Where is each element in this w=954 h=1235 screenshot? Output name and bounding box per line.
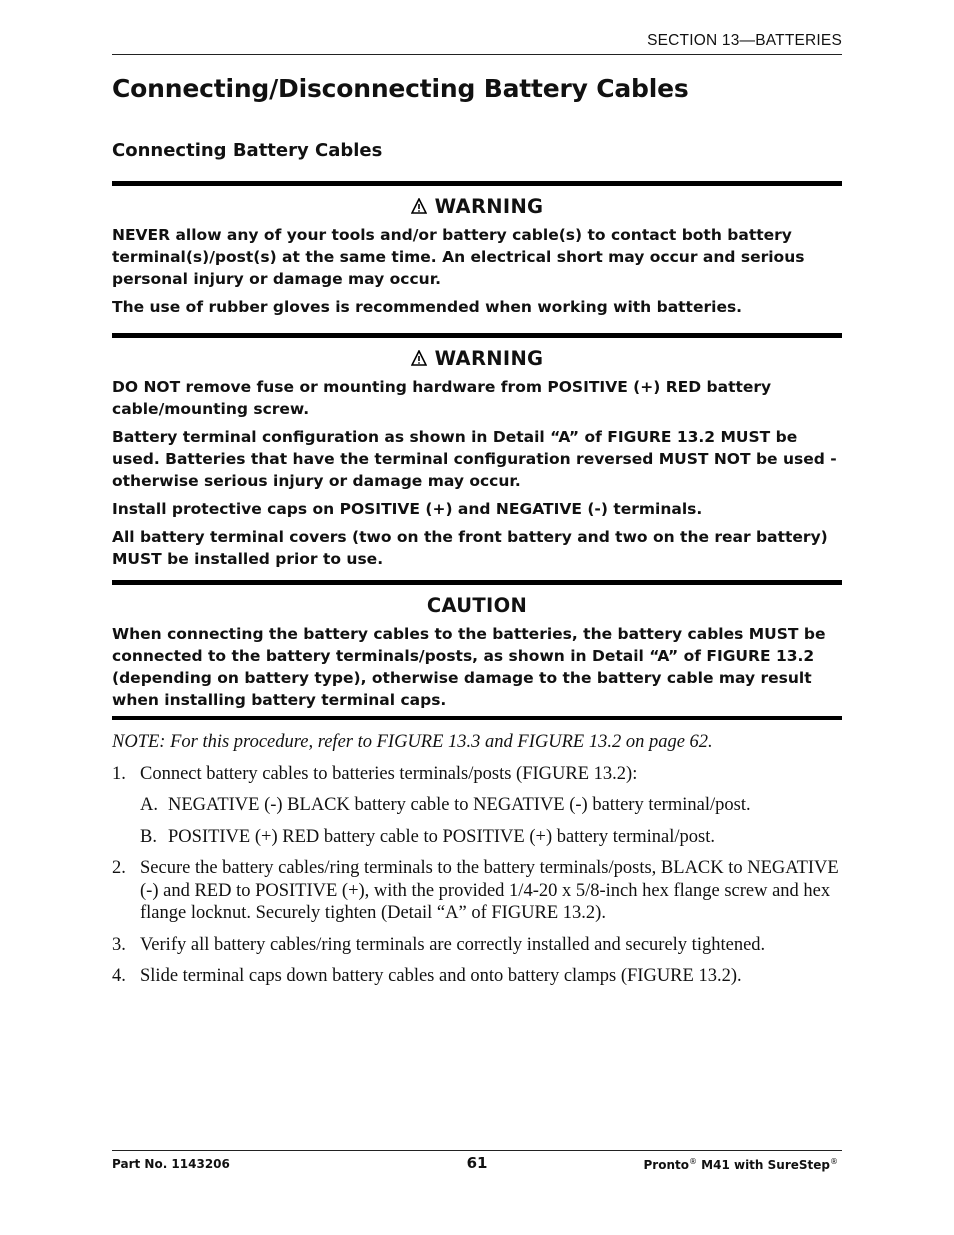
warning-triangle-icon xyxy=(411,350,427,366)
caution-text: When connecting the battery cables to the batteries, the battery cables MUST be connected to the battery terminals/posts, as shown in Detail “A” of FIGURE 13.2 (depending on battery type), otherwise damage to the battery cable may result when installing battery terminal caps. xyxy=(112,625,826,709)
procedure xyxy=(112,731,842,988)
step-3: 3. Verify all battery cables/ring terminals are correctly installed and securely tightened. xyxy=(112,934,766,955)
warning-box-1 xyxy=(112,181,842,324)
section-subtitle: Connecting Battery Cables xyxy=(112,140,383,161)
section-header: SECTION 13—BATTERIES xyxy=(647,32,842,49)
footer-divider xyxy=(112,1150,842,1151)
footer-page-number: 61 xyxy=(466,1154,488,1172)
warning-text: All battery terminal covers (two on the front battery and two on the rear battery) MUST be installed prior to use. xyxy=(112,528,828,568)
step-1b: B. POSITIVE (+) RED battery cable to POSITIVE (+) battery terminal/post. xyxy=(140,826,715,847)
warning-text: NEVER allow any of your tools and/or battery cable(s) to contact both battery terminal(s)/post(s) at the same time. An electrical short may occur and serious personal injury or damage may occur. xyxy=(112,226,805,288)
footer-part-number: Part No. 1143206 xyxy=(112,1157,230,1171)
step-2: 2. Secure the battery cables/ring terminals to the battery terminals/posts, BLACK to NEGATIVE (-) and RED to POSITIVE (+), with the provided 1/4-20 x 5/8-inch hex flange screw and hex flange locknut. Securely tighten (Detail “A” of FIGURE 13.2). xyxy=(112,858,839,923)
warning-heading: WARNING xyxy=(112,348,842,370)
caution-bottom-bar xyxy=(112,716,842,720)
warning-text: DO NOT remove fuse or mounting hardware from POSITIVE (+) RED battery cable/mounting screw. xyxy=(112,378,772,418)
step-4: 4. Slide terminal caps down battery cables and onto battery clamps (FIGURE 13.2). xyxy=(112,966,742,986)
warning-heading: WARNING xyxy=(112,196,842,218)
caution-heading: CAUTION xyxy=(426,594,528,617)
procedure-note: NOTE: For this procedure, refer to FIGURE 13.3 and FIGURE 13.2 on page 62. xyxy=(112,732,713,752)
warning-text: Install protective caps on POSITIVE (+) and NEGATIVE (-) terminals. xyxy=(112,500,703,518)
footer-product: Pronto® M41 with SureStep® xyxy=(643,1157,838,1172)
warning-bar xyxy=(112,333,842,338)
header-divider xyxy=(112,54,842,55)
warning-text: Battery terminal configuration as shown in Detail “A” of FIGURE 13.2 MUST be used. Batteries that have the terminal configuration reversed MUST NOT be used - otherwise serious injury or damage may occur. xyxy=(112,428,837,490)
page-title: Connecting/Disconnecting Battery Cables xyxy=(112,74,689,103)
warning-bar xyxy=(112,181,842,186)
warning-box-2 xyxy=(112,333,842,576)
caution-bar xyxy=(112,580,842,585)
warning-triangle-icon xyxy=(411,198,427,214)
step-1: 1. Connect battery cables to batteries terminals/posts (FIGURE 13.2): xyxy=(112,763,638,784)
manual-page xyxy=(112,0,842,1235)
step-1a: A. NEGATIVE (-) BLACK battery cable to NEGATIVE (-) battery terminal/post. xyxy=(140,795,751,815)
warning-text: The use of rubber gloves is recommended when working with batteries. xyxy=(112,298,743,316)
caution-box xyxy=(112,580,842,717)
